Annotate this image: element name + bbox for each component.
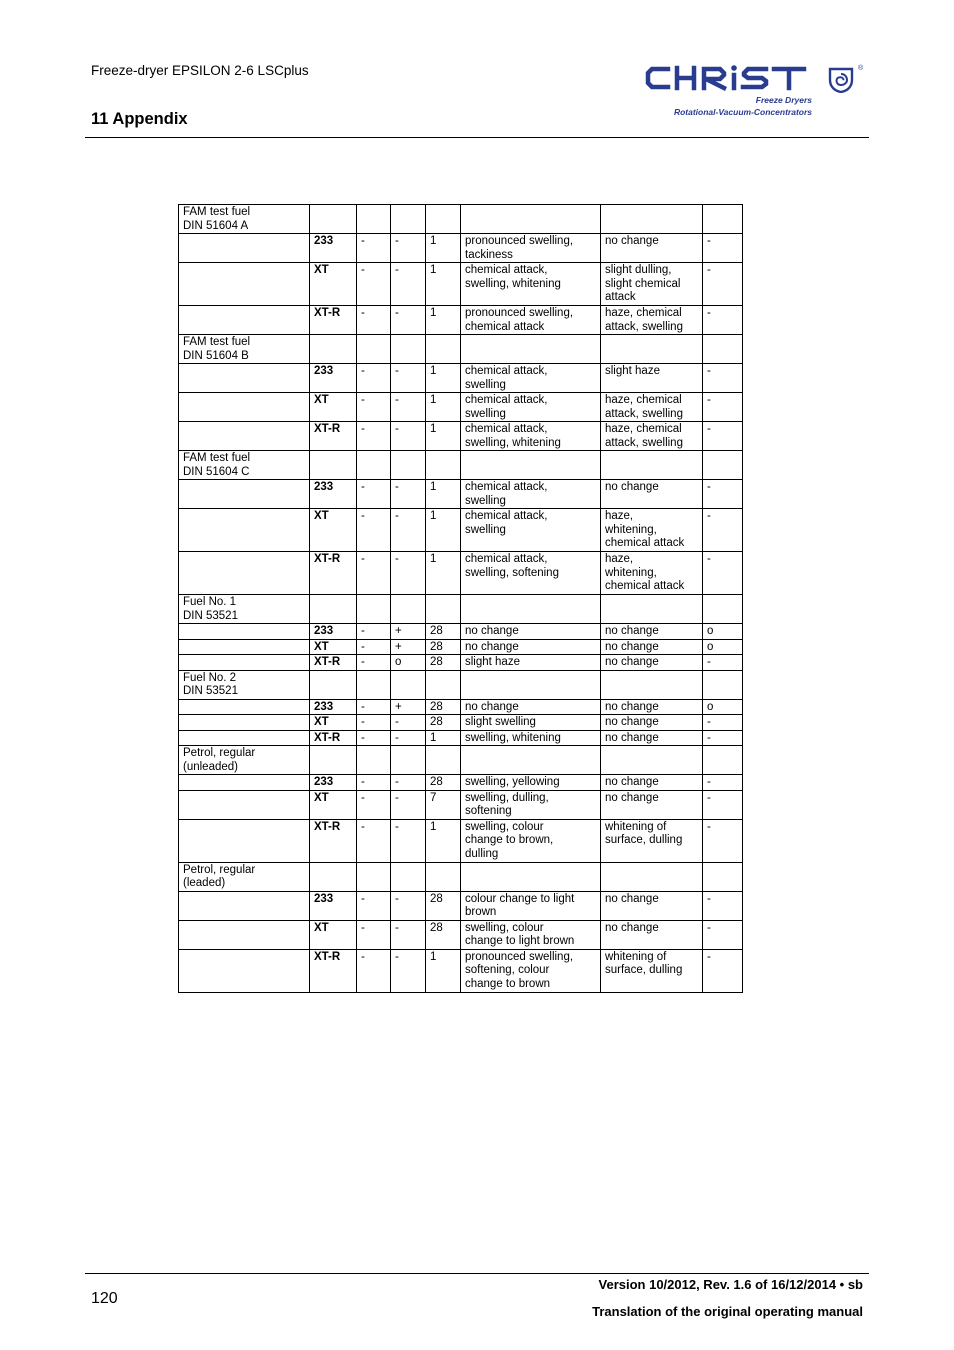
- table-cell-type: XT: [310, 790, 357, 819]
- table-cell-medium: [179, 699, 310, 715]
- table-cell-days: 28: [426, 715, 461, 731]
- table-cell-observation-1: no change: [461, 639, 601, 655]
- section-title: 11 Appendix: [91, 110, 188, 128]
- table-cell-observation-2: [601, 335, 703, 364]
- table-cell-medium: [179, 393, 310, 422]
- table-cell-days: 1: [426, 234, 461, 263]
- table-cell-medium: Fuel No. 2 DIN 53521: [179, 670, 310, 699]
- table-cell-rating: -: [703, 509, 743, 552]
- table-cell-medium: [179, 480, 310, 509]
- logo-tagline-freeze-dryers: Freeze Dryers: [755, 95, 812, 105]
- table-cell-observation-1: chemical attack, swelling, whitening: [461, 422, 601, 451]
- table-cell-medium: [179, 949, 310, 992]
- table-cell-observation-1: swelling, whitening: [461, 730, 601, 746]
- table-cell-col-3: -: [357, 730, 391, 746]
- table-cell-observation-1: [461, 862, 601, 891]
- table-cell-medium: [179, 306, 310, 335]
- table-cell-observation-1: chemical attack, swelling: [461, 393, 601, 422]
- table-cell-observation-2: [601, 862, 703, 891]
- table-cell-rating: -: [703, 552, 743, 595]
- table-cell-col-3: -: [357, 480, 391, 509]
- table-cell-type: [310, 451, 357, 480]
- table-row: [179, 335, 743, 364]
- table-cell-col-3: -: [357, 624, 391, 640]
- table-cell-observation-1: slight haze: [461, 655, 601, 671]
- table-cell-medium: Fuel No. 1 DIN 53521: [179, 595, 310, 624]
- table-row: [179, 715, 743, 731]
- table-cell-col-3: -: [357, 891, 391, 920]
- table-row: [179, 263, 743, 306]
- table-cell-observation-1: [461, 335, 601, 364]
- table-cell-observation-1: swelling, colour change to brown, dulling: [461, 819, 601, 862]
- table-cell-rating: [703, 595, 743, 624]
- table-row: [179, 639, 743, 655]
- table-cell-observation-1: no change: [461, 624, 601, 640]
- table-cell-medium: [179, 891, 310, 920]
- table-cell-observation-2: haze, chemical attack, swelling: [601, 306, 703, 335]
- table-cell-col-4: +: [391, 699, 426, 715]
- table-cell-type: 233: [310, 891, 357, 920]
- table-cell-observation-2: haze, whitening, chemical attack: [601, 552, 703, 595]
- table-cell-type: XT-R: [310, 949, 357, 992]
- table-cell-observation-2: no change: [601, 639, 703, 655]
- table-cell-observation-1: pronounced swelling, chemical attack: [461, 306, 601, 335]
- table-cell-col-3: -: [357, 263, 391, 306]
- table-cell-col-4: -: [391, 715, 426, 731]
- table-cell-rating: [703, 862, 743, 891]
- table-cell-rating: -: [703, 306, 743, 335]
- table-cell-observation-2: [601, 595, 703, 624]
- table-cell-rating: -: [703, 819, 743, 862]
- table-cell-type: [310, 746, 357, 775]
- table-row: [179, 306, 743, 335]
- table-cell-col-4: -: [391, 730, 426, 746]
- table-cell-observation-1: chemical attack, swelling: [461, 480, 601, 509]
- table-cell-rating: -: [703, 655, 743, 671]
- table-cell-medium: [179, 552, 310, 595]
- table-cell-days: 28: [426, 655, 461, 671]
- table-cell-days: 28: [426, 775, 461, 791]
- table-cell-col-4: -: [391, 552, 426, 595]
- table-cell-days: [426, 335, 461, 364]
- table-cell-type: 233: [310, 234, 357, 263]
- table-cell-type: XT: [310, 509, 357, 552]
- table-cell-observation-2: no change: [601, 790, 703, 819]
- table-cell-days: 1: [426, 422, 461, 451]
- table-row: [179, 775, 743, 791]
- table-cell-observation-2: haze, whitening, chemical attack: [601, 509, 703, 552]
- table-row: [179, 699, 743, 715]
- table-cell-days: 28: [426, 699, 461, 715]
- table-cell-observation-1: colour change to light brown: [461, 891, 601, 920]
- table-cell-col-4: +: [391, 624, 426, 640]
- table-cell-medium: Petrol, regular (unleaded): [179, 746, 310, 775]
- table-cell-observation-1: swelling, yellowing: [461, 775, 601, 791]
- table-cell-observation-2: no change: [601, 920, 703, 949]
- table-cell-days: 1: [426, 480, 461, 509]
- table-cell-type: XT-R: [310, 819, 357, 862]
- table-cell-medium: [179, 775, 310, 791]
- table-cell-medium: [179, 920, 310, 949]
- table-cell-type: [310, 595, 357, 624]
- table-cell-days: [426, 862, 461, 891]
- table-cell-col-4: o: [391, 655, 426, 671]
- table-cell-col-3: [357, 862, 391, 891]
- table-row: [179, 819, 743, 862]
- table-cell-days: 7: [426, 790, 461, 819]
- table-cell-days: 1: [426, 552, 461, 595]
- table-cell-col-3: -: [357, 819, 391, 862]
- table-cell-type: [310, 862, 357, 891]
- table-cell-observation-2: [601, 205, 703, 234]
- header-divider: [85, 137, 869, 138]
- table-cell-col-4: -: [391, 263, 426, 306]
- table-cell-medium: [179, 364, 310, 393]
- table-cell-col-3: -: [357, 364, 391, 393]
- table-cell-rating: o: [703, 699, 743, 715]
- table-cell-type: XT-R: [310, 306, 357, 335]
- table-cell-col-3: -: [357, 639, 391, 655]
- table-cell-type: XT: [310, 393, 357, 422]
- table-cell-col-4: -: [391, 819, 426, 862]
- table-row: [179, 393, 743, 422]
- table-cell-medium: [179, 422, 310, 451]
- table-cell-days: [426, 746, 461, 775]
- table-cell-medium: [179, 730, 310, 746]
- table-row: [179, 552, 743, 595]
- table-cell-observation-1: slight swelling: [461, 715, 601, 731]
- table-cell-col-4: +: [391, 639, 426, 655]
- table-cell-medium: [179, 790, 310, 819]
- table-cell-col-4: -: [391, 949, 426, 992]
- table-cell-observation-1: swelling, colour change to light brown: [461, 920, 601, 949]
- table-cell-observation-2: haze, chemical attack, swelling: [601, 422, 703, 451]
- table-cell-col-4: [391, 205, 426, 234]
- table-cell-medium: [179, 234, 310, 263]
- table-cell-rating: -: [703, 422, 743, 451]
- table-cell-observation-2: no change: [601, 234, 703, 263]
- table-cell-observation-2: whitening of surface, dulling: [601, 949, 703, 992]
- table-cell-col-4: -: [391, 480, 426, 509]
- table-cell-days: 1: [426, 306, 461, 335]
- table-cell-col-4: -: [391, 422, 426, 451]
- table-cell-observation-2: [601, 746, 703, 775]
- chemical-resistance-table: [178, 204, 743, 993]
- table-cell-col-4: -: [391, 306, 426, 335]
- table-cell-type: [310, 670, 357, 699]
- table-cell-rating: -: [703, 480, 743, 509]
- table-cell-rating: [703, 670, 743, 699]
- logo-tagline-rvc: Rotational-Vacuum-Concentrators: [673, 107, 812, 117]
- table-cell-col-3: -: [357, 422, 391, 451]
- table-cell-days: 1: [426, 393, 461, 422]
- table-cell-observation-2: no change: [601, 891, 703, 920]
- table-cell-type: 233: [310, 364, 357, 393]
- table-cell-observation-2: no change: [601, 775, 703, 791]
- table-cell-observation-1: chemical attack, swelling: [461, 364, 601, 393]
- table-row: [179, 234, 743, 263]
- table-cell-type: XT-R: [310, 730, 357, 746]
- table-cell-col-4: -: [391, 393, 426, 422]
- registered-mark: ®: [858, 65, 864, 72]
- table-cell-col-3: -: [357, 920, 391, 949]
- table-cell-col-3: -: [357, 234, 391, 263]
- table-cell-observation-1: chemical attack, swelling, whitening: [461, 263, 601, 306]
- table-cell-col-4: -: [391, 364, 426, 393]
- table-cell-type: XT: [310, 715, 357, 731]
- table-cell-observation-1: pronounced swelling, tackiness: [461, 234, 601, 263]
- table-cell-medium: [179, 624, 310, 640]
- table-cell-observation-1: [461, 451, 601, 480]
- table-cell-days: 28: [426, 920, 461, 949]
- footer-divider: [85, 1273, 869, 1274]
- table-cell-rating: -: [703, 263, 743, 306]
- table-cell-col-4: -: [391, 790, 426, 819]
- table-cell-type: 233: [310, 775, 357, 791]
- table-cell-rating: -: [703, 920, 743, 949]
- table-cell-col-3: -: [357, 306, 391, 335]
- table-row: [179, 949, 743, 992]
- table-cell-medium: FAM test fuel DIN 51604 C: [179, 451, 310, 480]
- table-cell-medium: [179, 819, 310, 862]
- table-cell-medium: [179, 509, 310, 552]
- table-row: [179, 364, 743, 393]
- table-cell-col-4: [391, 335, 426, 364]
- table-cell-col-3: [357, 670, 391, 699]
- table-cell-rating: -: [703, 234, 743, 263]
- table-row: [179, 920, 743, 949]
- table-cell-type: XT-R: [310, 552, 357, 595]
- table-row: [179, 595, 743, 624]
- table-cell-type: XT: [310, 639, 357, 655]
- table-cell-col-3: -: [357, 552, 391, 595]
- table-cell-medium: [179, 715, 310, 731]
- table-cell-col-4: [391, 451, 426, 480]
- table-cell-col-3: -: [357, 775, 391, 791]
- table-cell-col-4: -: [391, 509, 426, 552]
- version-info: Version 10/2012, Rev. 1.6 of 16/12/2014 • sb: [598, 1277, 863, 1292]
- table-cell-observation-2: no change: [601, 715, 703, 731]
- table-cell-col-3: [357, 451, 391, 480]
- table-cell-rating: -: [703, 393, 743, 422]
- table-cell-rating: o: [703, 639, 743, 655]
- table-cell-type: [310, 335, 357, 364]
- table-cell-days: 28: [426, 891, 461, 920]
- table-cell-col-3: -: [357, 949, 391, 992]
- table-cell-rating: [703, 205, 743, 234]
- table-cell-col-4: [391, 862, 426, 891]
- table-row: [179, 624, 743, 640]
- table-cell-observation-2: no change: [601, 480, 703, 509]
- table-row: [179, 205, 743, 234]
- table-cell-days: [426, 670, 461, 699]
- table-cell-days: [426, 595, 461, 624]
- table-cell-rating: -: [703, 715, 743, 731]
- table-cell-observation-1: no change: [461, 699, 601, 715]
- table-cell-medium: [179, 655, 310, 671]
- page-number: 120: [91, 1290, 118, 1307]
- table-cell-col-4: [391, 595, 426, 624]
- table-cell-rating: [703, 746, 743, 775]
- table-cell-col-4: -: [391, 234, 426, 263]
- table-cell-medium: FAM test fuel DIN 51604 B: [179, 335, 310, 364]
- table-cell-rating: -: [703, 775, 743, 791]
- table-cell-observation-1: [461, 746, 601, 775]
- table-cell-rating: -: [703, 790, 743, 819]
- table-cell-observation-1: [461, 205, 601, 234]
- table-cell-type: 233: [310, 480, 357, 509]
- table-cell-medium: [179, 639, 310, 655]
- table-cell-days: 1: [426, 263, 461, 306]
- table-cell-observation-2: [601, 670, 703, 699]
- table-cell-type: 233: [310, 699, 357, 715]
- table-cell-medium: FAM test fuel DIN 51604 A: [179, 205, 310, 234]
- table-body: [179, 205, 743, 993]
- table-cell-observation-2: [601, 451, 703, 480]
- table-cell-rating: -: [703, 364, 743, 393]
- table-cell-rating: [703, 451, 743, 480]
- table-cell-medium: Petrol, regular (leaded): [179, 862, 310, 891]
- table-cell-observation-2: haze, chemical attack, swelling: [601, 393, 703, 422]
- table-cell-type: [310, 205, 357, 234]
- table-row: [179, 480, 743, 509]
- translation-note: Translation of the original operating manual: [592, 1304, 863, 1319]
- table-cell-col-3: -: [357, 655, 391, 671]
- table-cell-rating: -: [703, 949, 743, 992]
- table-row: [179, 862, 743, 891]
- table-row: [179, 670, 743, 699]
- table-cell-col-4: -: [391, 891, 426, 920]
- table-cell-col-3: -: [357, 715, 391, 731]
- table-cell-col-4: -: [391, 920, 426, 949]
- table-cell-col-4: -: [391, 775, 426, 791]
- table-cell-col-3: -: [357, 509, 391, 552]
- table-row: [179, 451, 743, 480]
- table-cell-observation-2: no change: [601, 730, 703, 746]
- table-row: [179, 746, 743, 775]
- table-cell-col-3: -: [357, 790, 391, 819]
- table-cell-type: 233: [310, 624, 357, 640]
- table-cell-days: 1: [426, 364, 461, 393]
- table-row: [179, 730, 743, 746]
- shield-swirl-icon: [828, 67, 854, 93]
- table-cell-type: XT-R: [310, 655, 357, 671]
- table-cell-observation-2: whitening of surface, dulling: [601, 819, 703, 862]
- table-cell-rating: -: [703, 891, 743, 920]
- table-cell-col-4: [391, 670, 426, 699]
- table-cell-days: 1: [426, 509, 461, 552]
- christ-wordmark-icon: [644, 63, 824, 93]
- table-cell-observation-1: swelling, dulling, softening: [461, 790, 601, 819]
- table-cell-type: XT-R: [310, 422, 357, 451]
- table-cell-observation-2: slight dulling, slight chemical attack: [601, 263, 703, 306]
- table-cell-observation-1: chemical attack, swelling, softening: [461, 552, 601, 595]
- table-cell-col-3: [357, 335, 391, 364]
- table-cell-observation-2: no change: [601, 699, 703, 715]
- table-cell-days: 1: [426, 730, 461, 746]
- table-cell-col-3: [357, 205, 391, 234]
- table-row: [179, 509, 743, 552]
- table-cell-col-4: [391, 746, 426, 775]
- table-cell-days: 1: [426, 949, 461, 992]
- table-cell-days: 1: [426, 819, 461, 862]
- table-cell-rating: [703, 335, 743, 364]
- table-cell-type: XT: [310, 920, 357, 949]
- table-cell-observation-2: no change: [601, 655, 703, 671]
- table-cell-days: 28: [426, 624, 461, 640]
- table-cell-observation-2: no change: [601, 624, 703, 640]
- table-cell-medium: [179, 263, 310, 306]
- table-cell-type: XT: [310, 263, 357, 306]
- table-cell-observation-1: pronounced swelling, softening, colour change to brown: [461, 949, 601, 992]
- table-row: [179, 891, 743, 920]
- table-row: [179, 422, 743, 451]
- table-cell-rating: -: [703, 730, 743, 746]
- table-cell-col-3: [357, 595, 391, 624]
- table-row: [179, 790, 743, 819]
- table-cell-col-3: -: [357, 393, 391, 422]
- christ-logo: [640, 60, 870, 122]
- table-cell-days: [426, 451, 461, 480]
- table-row: [179, 655, 743, 671]
- table-cell-rating: o: [703, 624, 743, 640]
- table-cell-observation-1: chemical attack, swelling: [461, 509, 601, 552]
- table-cell-observation-1: [461, 670, 601, 699]
- table-cell-col-3: -: [357, 699, 391, 715]
- document-subtitle: Freeze-dryer EPSILON 2-6 LSCplus: [91, 63, 309, 78]
- table-cell-days: 28: [426, 639, 461, 655]
- table-cell-observation-1: [461, 595, 601, 624]
- table-cell-col-3: [357, 746, 391, 775]
- table-cell-days: [426, 205, 461, 234]
- table-cell-observation-2: slight haze: [601, 364, 703, 393]
